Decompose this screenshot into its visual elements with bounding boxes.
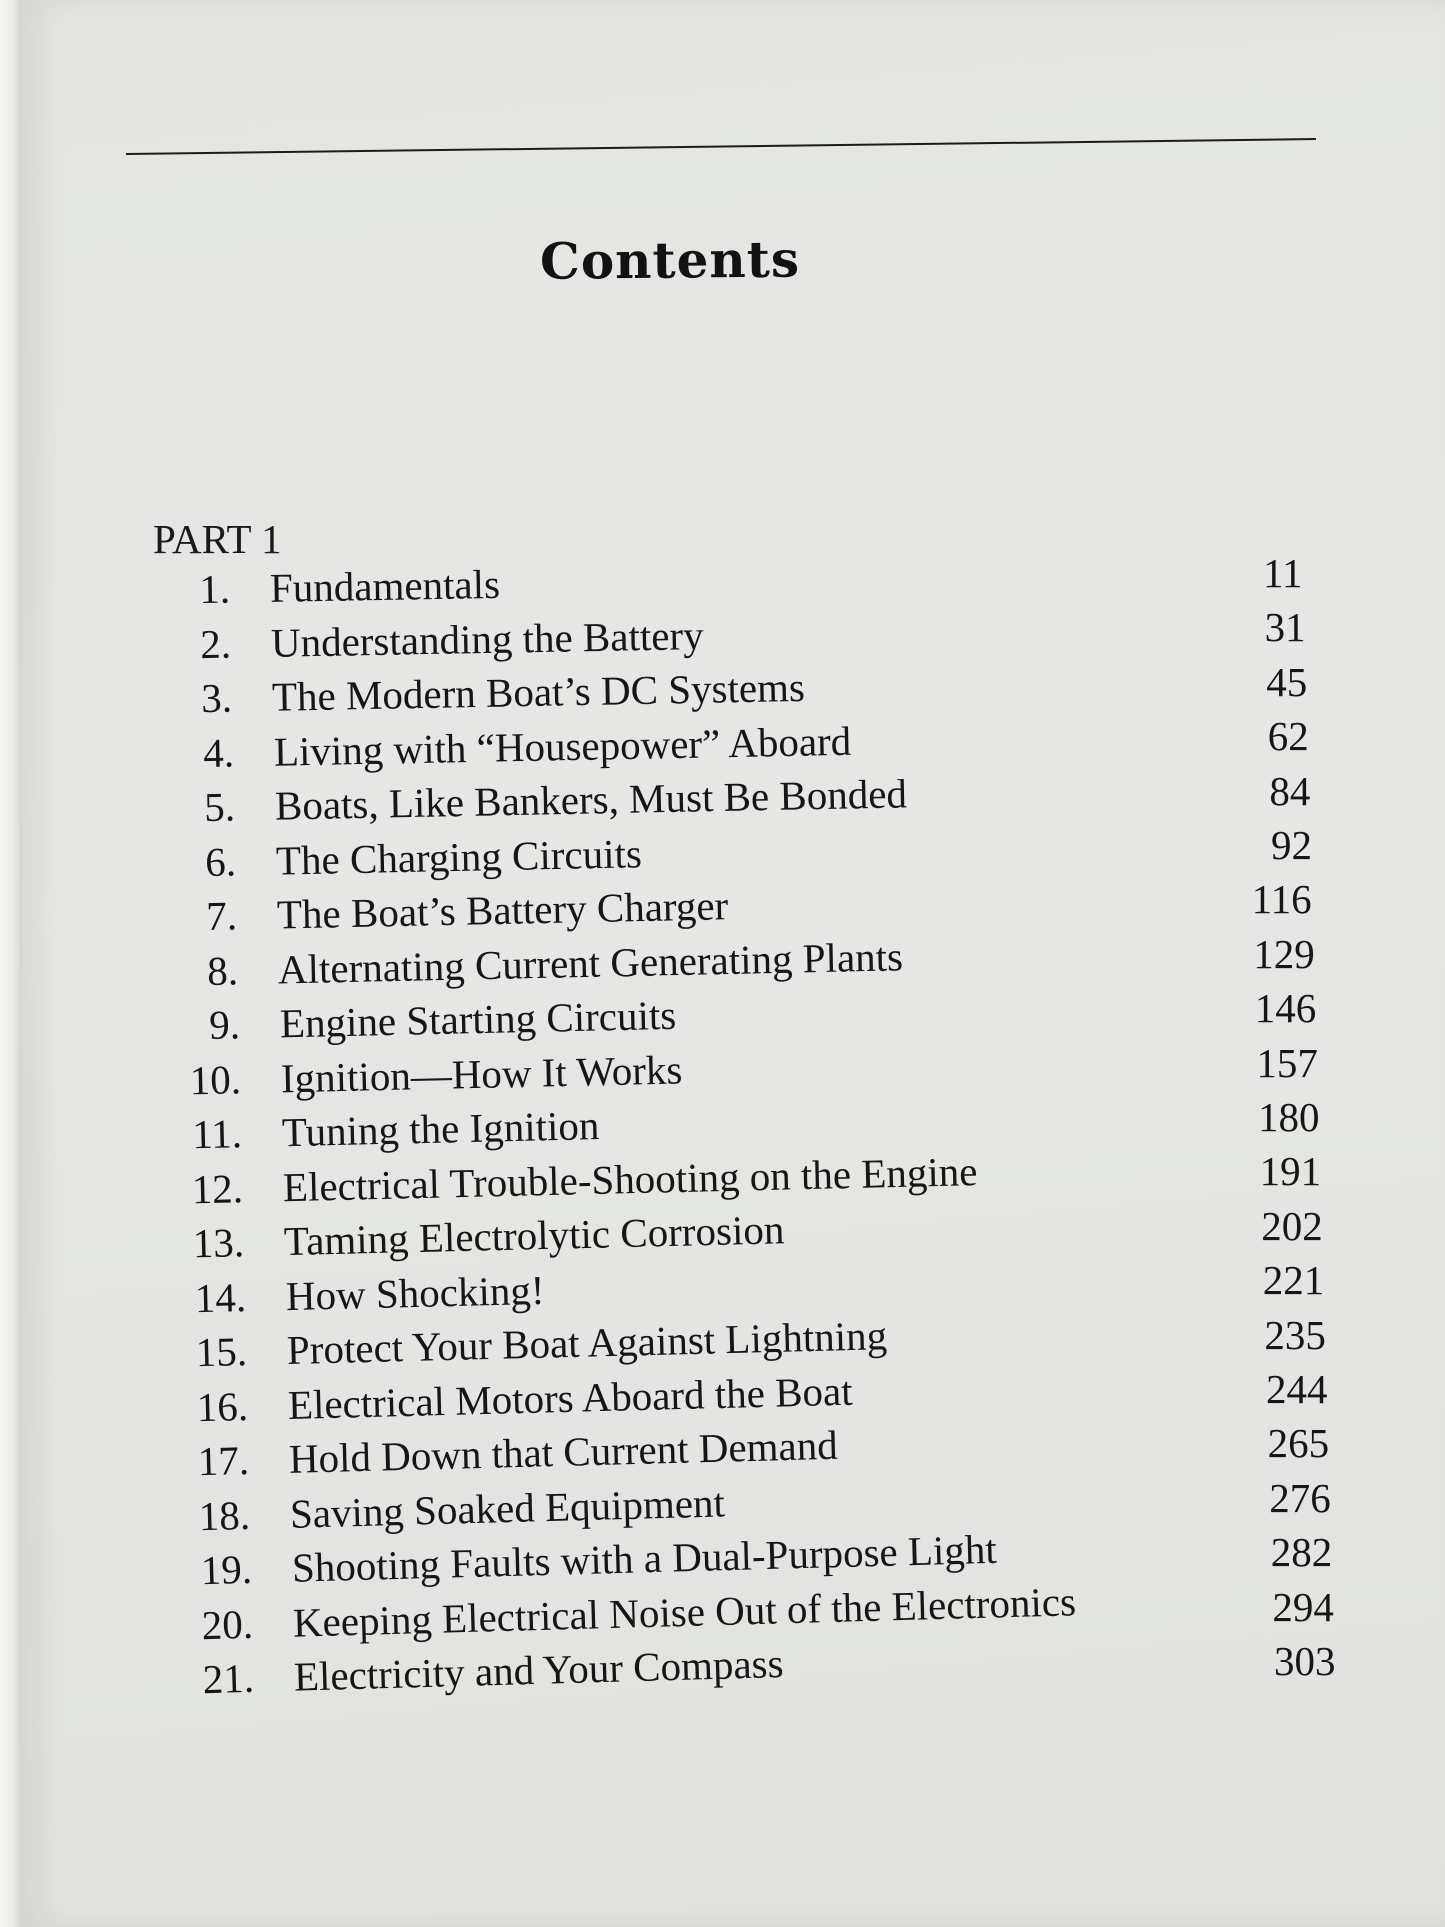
chapter-page-number: 129	[1253, 930, 1315, 977]
chapter-page-number: 276	[1269, 1474, 1331, 1521]
chapter-page-number: 235	[1264, 1311, 1326, 1358]
chapter-number: 14.	[193, 1273, 247, 1321]
chapter-number: 7.	[205, 892, 238, 939]
chapter-number: 11.	[191, 1110, 243, 1158]
chapter-title: Hold Down that Current Demand	[288, 1421, 839, 1482]
chapter-number: 3.	[201, 674, 233, 722]
toc-entry	[152, 663, 806, 723]
toc-entry	[165, 1265, 545, 1322]
toc-entry	[151, 611, 704, 669]
chapter-number: 18.	[198, 1491, 251, 1539]
toc-entry	[161, 1101, 599, 1159]
chapter-title: Boats, Like Bankers, Must Be Bonded	[274, 770, 908, 829]
chapter-title: Engine Starting Circuits	[279, 991, 677, 1047]
chapter-number: 21.	[202, 1654, 255, 1703]
chapter-page-number: 62	[1267, 713, 1309, 760]
chapter-number: 4.	[202, 728, 235, 776]
chapter-number: 12.	[191, 1164, 244, 1212]
chapter-title: How Shocking!	[285, 1266, 545, 1319]
chapter-page-number: 84	[1269, 767, 1311, 814]
chapter-page-number: 303	[1274, 1638, 1336, 1684]
chapter-number: 8.	[207, 946, 239, 994]
chapter-title: Keeping Electrical Noise Out of the Electronics	[292, 1577, 1077, 1646]
chapter-number: 10.	[189, 1055, 242, 1103]
toc-entry	[173, 1639, 784, 1704]
chapter-number: 19.	[199, 1545, 253, 1594]
chapter-title: The Charging Circuits	[275, 829, 643, 884]
chapter-number: 6.	[204, 837, 237, 885]
toc-entry	[163, 1147, 979, 1214]
chapter-title: Electrical Trouble-Shooting on the Engine	[282, 1147, 979, 1210]
contents-title: Contents	[539, 229, 801, 291]
toc-entry	[167, 1366, 853, 1431]
chapter-title: The Modern Boat’s DC Systems	[271, 663, 806, 720]
chapter-page-number: 31	[1264, 604, 1306, 651]
chapter-number: 15.	[194, 1328, 248, 1376]
toc-entry	[159, 991, 676, 1050]
chapter-number: 1.	[198, 565, 231, 613]
chapter-title: Electrical Motors Aboard the Boat	[287, 1367, 854, 1428]
chapter-number: 13.	[192, 1219, 245, 1267]
chapter-title: Taming Electrolytic Corrosion	[283, 1206, 786, 1265]
chapter-title: The Boat’s Battery Charger	[276, 882, 729, 938]
chapter-title: Alternating Current Generating Plants	[277, 932, 904, 992]
toc-entry	[160, 1045, 682, 1105]
chapter-title: Saving Soaked Equipment	[289, 1478, 726, 1537]
part-heading: PART 1	[153, 516, 282, 562]
chapter-page-number: 180	[1258, 1094, 1320, 1140]
toc-entry	[158, 932, 904, 996]
chapter-title: Shooting Faults with a Dual-Purpose Light	[290, 1525, 997, 1591]
chapter-number: 2.	[200, 620, 232, 667]
chapter-number: 20.	[200, 1600, 254, 1648]
toc-entry	[169, 1421, 839, 1486]
toc-entry	[157, 881, 729, 941]
chapter-page-number: 282	[1270, 1529, 1333, 1576]
chapter-page-number: 146	[1254, 985, 1317, 1032]
chapter-page-number: 11	[1263, 550, 1303, 596]
chapter-number: 5.	[203, 783, 236, 831]
toc-entry	[170, 1478, 726, 1541]
toc-entry	[166, 1311, 887, 1377]
chapter-title: Protect Your Boat Against Lightning	[286, 1312, 888, 1374]
chapter-page-number: 265	[1267, 1420, 1330, 1467]
chapter-title: Electricity and Your Compass	[293, 1639, 785, 1700]
chapter-page-number: 92	[1271, 822, 1312, 868]
chapter-page-number: 45	[1266, 658, 1308, 705]
toc-entry	[150, 560, 501, 614]
chapter-page-number: 294	[1272, 1583, 1334, 1630]
chapter-page-number: 157	[1256, 1039, 1318, 1086]
chapter-number: 16.	[196, 1382, 249, 1430]
toc-entry	[153, 716, 851, 777]
chapter-page-number: 202	[1261, 1202, 1323, 1249]
chapter-page-number: 116	[1251, 876, 1312, 923]
toc-entry	[164, 1205, 785, 1268]
chapter-number: 9.	[208, 1001, 241, 1048]
chapter-page-number: 191	[1259, 1148, 1322, 1195]
chapter-title: Fundamentals	[269, 560, 501, 611]
chapter-title: Living with “Housepower” Aboard	[273, 717, 852, 775]
toc-entry	[156, 829, 643, 887]
chapter-title: Tuning the Ignition	[281, 1102, 600, 1156]
chapter-page-number: 244	[1266, 1366, 1328, 1412]
toc-entry	[154, 769, 907, 832]
chapter-title: Ignition—How It Works	[280, 1045, 683, 1101]
chapter-number: 17.	[197, 1436, 250, 1485]
chapter-title: Understanding the Battery	[270, 611, 705, 666]
chapter-page-number: 221	[1262, 1257, 1325, 1304]
